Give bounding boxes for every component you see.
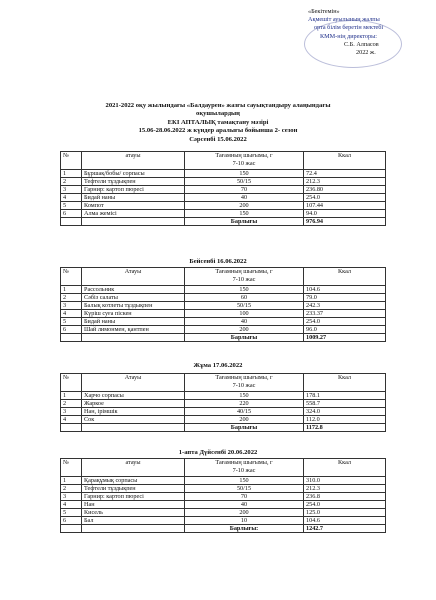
dish-qty: 150 [185,210,304,218]
dish-name: Компот [82,202,185,210]
dish-kcal: 254.0 [304,194,386,202]
row-num: 2 [61,178,82,186]
row-num: 2 [61,294,82,302]
dish-name: Бидай наны [82,194,185,202]
table-header-row [61,268,386,286]
table-row [61,400,386,408]
dish-qty: 50/15 [185,178,304,186]
heading-line: ЕКІ АПТАЛЫҚ тамақтану мәзірі [167,118,269,126]
day-title: Сәрсенбі 15.06.2022 [189,135,247,143]
table-header-row [61,152,386,170]
dish-kcal: 178.1 [304,392,386,400]
table-row [61,501,386,509]
dish-qty: 100 [185,310,304,318]
total-row [61,218,386,226]
row-num: 2 [61,400,82,408]
col-num-header: № [61,459,82,477]
table-header-row [61,459,386,477]
dish-name: Сок [82,416,185,424]
dish-qty: 40 [185,501,304,509]
dish-kcal: 96.0 [304,326,386,334]
dish-name: Нан [82,501,185,509]
approval-block [308,8,428,57]
row-num: 1 [61,477,82,485]
heading-line: 2021-2022 оқу жылындағы «Балдаурен» жазғы сауықтандыру алаңындағы [105,102,331,109]
dish-kcal: 233.37 [304,310,386,318]
row-num: 3 [61,493,82,501]
dish-name: Бұршақ/бобы/ сорпасы [82,170,185,178]
dish-qty: 70 [185,186,304,194]
day-title: 1-апта Дүйсенбі 20.06.2022 [178,449,258,456]
table-row [61,286,386,294]
col-name-header: атауы [82,152,185,170]
age-label: 7-10 жас [232,467,256,474]
col-qty-header [185,374,304,392]
col-num-header: № [61,268,82,286]
total-kcal: 976.94 [304,218,386,226]
age-label: 7-10 жас [232,382,256,389]
dish-qty: 10 [185,517,304,525]
dish-kcal: 79.0 [304,294,386,302]
dish-qty: 40/15 [185,408,304,416]
col-qty-header [185,152,304,170]
row-num: 6 [61,326,82,334]
approval-director-name: С.Б. Алпасов [344,40,379,48]
dish-qty: 150 [185,170,304,178]
dish-kcal: 104.6 [304,517,386,525]
col-name-header: атауы [82,459,185,477]
dish-kcal: 254.0 [304,501,386,509]
table-row [61,318,386,326]
dish-kcal: 125.0 [304,509,386,517]
menu-table-day-1 [60,151,386,226]
heading-line: 15.06-28.06.2022 ж күндер аралығы бойынша 2- сезон [138,127,298,135]
menu-table-day-3 [60,373,386,432]
row-num: 3 [61,186,82,194]
dish-qty: 150 [185,392,304,400]
table-row [61,477,386,485]
table-row [61,517,386,525]
row-num: 6 [61,210,82,218]
total-row [61,334,386,342]
col-kcal-header: Ккал [304,459,386,477]
row-num: 4 [61,416,82,424]
dish-name: Күріш суға піскен [82,310,185,318]
table-row [61,194,386,202]
dish-qty: 60 [185,294,304,302]
table-row [61,509,386,517]
dish-name: Нан, ірімшік [82,408,185,416]
table-row [61,210,386,218]
row-num: 4 [61,310,82,318]
table-row [61,408,386,416]
row-num: 2 [61,485,82,493]
dish-name: Тефтели тұздықпен [82,178,185,186]
dish-name: Балық котлеты тұздықпен [82,302,185,310]
approval-school-line: орта білім беретін мектебі [314,24,384,32]
col-qty-header [185,459,304,477]
table-row [61,493,386,501]
table-row [61,392,386,400]
table-row [61,294,386,302]
total-row [61,525,386,533]
col-qty-header [185,268,304,286]
qty-label: Тағамның шығымы, г [215,374,273,381]
dish-name: Тефтели тұздықпен [82,485,185,493]
row-num: 4 [61,501,82,509]
stamp-seal [304,20,402,68]
dish-qty: 150 [185,477,304,485]
age-label: 7-10 жас [232,160,256,167]
table-row [61,170,386,178]
total-kcal: 1242.7 [304,525,386,533]
dish-qty: 50/15 [185,485,304,493]
dish-qty: 200 [185,326,304,334]
approval-school-line: Ақмешіт ауылының жалпы [308,16,380,24]
dish-qty: 200 [185,202,304,210]
total-label: Барлығы [185,218,304,226]
dish-kcal: 212.3 [304,485,386,493]
total-label: Барлығы [185,334,304,342]
dish-kcal: 107.44 [304,202,386,210]
col-name-header: Атауы [82,374,185,392]
col-num-header: № [61,152,82,170]
dish-qty: 220 [185,400,304,408]
total-label: Барлығы [185,424,304,432]
dish-kcal: 310.0 [304,477,386,485]
row-num: 4 [61,194,82,202]
row-num: 5 [61,509,82,517]
qty-label: Тағамның шығымы, г [215,268,273,275]
table-row [61,202,386,210]
approval-title: «Бекітемін» [308,8,340,15]
dish-name: Рассольник [82,286,185,294]
dish-name: Гарнир: картоп пюресі [82,186,185,194]
col-kcal-header: Ккал [304,374,386,392]
dish-name: Қарақұмық сорпасы [82,477,185,485]
day-title: Бейсенбі 16.06.2022 [189,258,247,265]
dish-kcal: 236.8 [304,493,386,501]
dish-name: Шай лимонмен, қантпен [82,326,185,334]
row-num: 1 [61,170,82,178]
table-row [61,178,386,186]
day-title: Жұма 17.06.2022 [193,362,243,369]
dish-name: Гарнир: картоп пюресі [82,493,185,501]
dish-kcal: 104.6 [304,286,386,294]
dish-kcal: 72.4 [304,170,386,178]
heading-line: оқушылардың [196,110,240,118]
dish-kcal: 112.0 [304,416,386,424]
total-kcal: 1172.8 [304,424,386,432]
dish-kcal: 324.0 [304,408,386,416]
dish-name: Бал [82,517,185,525]
dish-kcal: 236.80 [304,186,386,194]
dish-qty: 70 [185,493,304,501]
age-label: 7-10 жас [232,276,256,283]
dish-kcal: 94.0 [304,210,386,218]
table-row [61,326,386,334]
row-num: 3 [61,408,82,416]
total-row [61,424,386,432]
total-kcal: 1009.27 [304,334,386,342]
row-num: 5 [61,202,82,210]
dish-kcal: 242.3 [304,302,386,310]
row-num: 1 [61,392,82,400]
total-label: Барлығы: [185,525,304,533]
dish-name: Жаркое [82,400,185,408]
dish-kcal: 254.0 [304,318,386,326]
row-num: 1 [61,286,82,294]
qty-label: Тағамның шығымы, г [215,152,273,159]
approval-director-line: КММ-нің директоры: [320,32,377,40]
col-kcal-header: Ккал [304,268,386,286]
qty-label: Тағамның шығымы, г [215,459,273,466]
row-num: 5 [61,318,82,326]
dish-qty: 40 [185,318,304,326]
table-header-row [61,374,386,392]
dish-qty: 200 [185,416,304,424]
approval-year: 2022 ж. [356,49,376,57]
table-row [61,485,386,493]
document-heading [0,102,436,144]
row-num: 6 [61,517,82,525]
dish-name: Сәбіз салаты [82,294,185,302]
row-num: 3 [61,302,82,310]
col-name-header: Атауы [82,268,185,286]
dish-kcal: 212.3 [304,178,386,186]
dish-qty: 200 [185,509,304,517]
col-num-header: № [61,374,82,392]
table-row [61,302,386,310]
dish-kcal: 558.7 [304,400,386,408]
menu-table-day-2 [60,267,386,342]
table-row [61,186,386,194]
dish-qty: 40 [185,194,304,202]
table-row [61,416,386,424]
dish-name: Бидай наны [82,318,185,326]
table-row [61,310,386,318]
dish-name: Алма жемісі [82,210,185,218]
dish-name: Кисель [82,509,185,517]
col-kcal-header: Ккал [304,152,386,170]
dish-qty: 50/15 [185,302,304,310]
dish-name: Харчо сорпасы [82,392,185,400]
dish-qty: 150 [185,286,304,294]
menu-table-day-4 [60,458,386,533]
